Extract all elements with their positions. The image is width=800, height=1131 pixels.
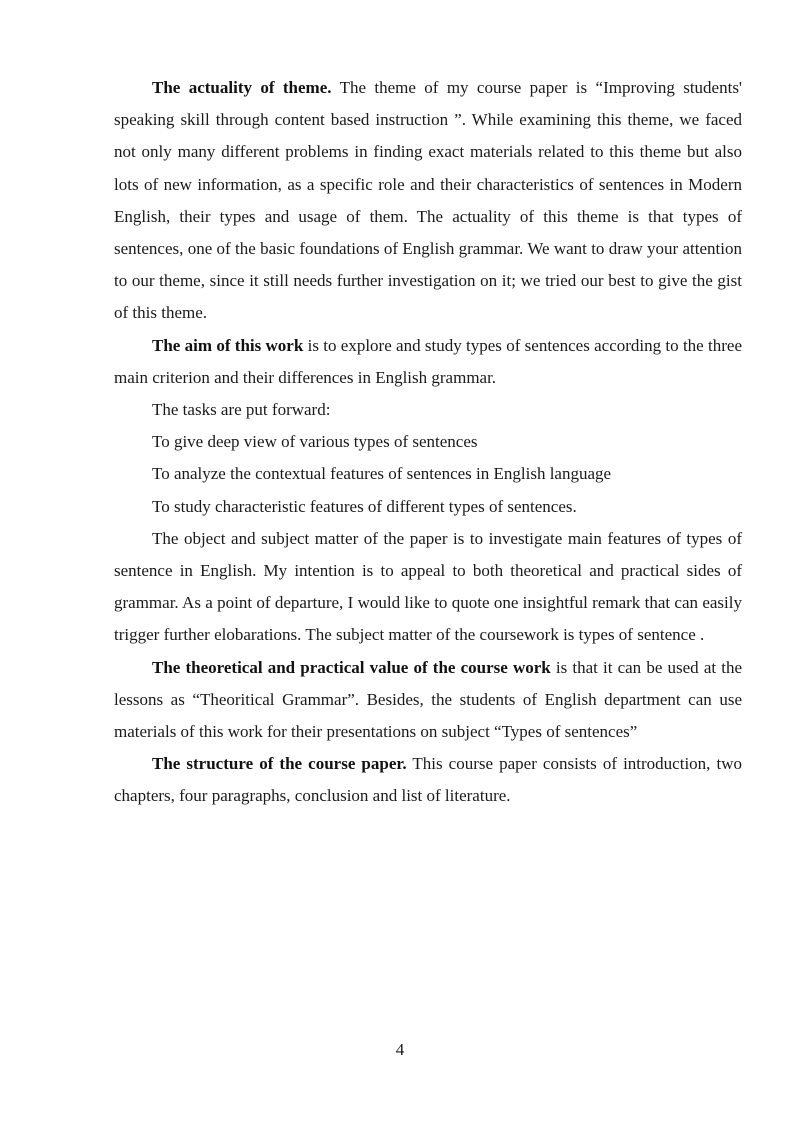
paragraph-structure (114, 748, 742, 812)
paragraph-aim (114, 330, 742, 394)
page-number: 4 (395, 1040, 405, 1059)
task-item-3: To study characteristic features of different types of sentences. (152, 496, 577, 516)
heading-structure: The structure of the course paper. (152, 754, 407, 774)
heading-value: The theoretical and practical value of the course work (152, 657, 551, 677)
task-item-1: To give deep view of various types of sentences (152, 432, 478, 452)
paragraph-object-subject: The object and subject matter of the paper is to investigate main features of types of sentence in English. My intention is to appeal to both theoretical and practical sides of grammar. As a point of departure, I would like to quote one insightful remark that can easily trigger further elobarations. The subject matter of the coursework is types of sentence . (114, 528, 742, 645)
paragraph-value-text: is that it can be used at the lessons as “Theoritical Grammar”. Besides, the students of English department can use materials of this work for their presentations on subject “Types of sentences” (114, 657, 742, 742)
document-body (114, 72, 742, 813)
heading-actuality: The actuality of theme. (152, 78, 332, 97)
paragraph-structure-text: This course paper consists of introduction, two chapters, four paragraphs, conclusion and list of literature. (114, 754, 742, 806)
paragraph-value (114, 652, 742, 749)
tasks-intro: The tasks are put forward: (152, 400, 331, 420)
heading-aim: The aim of this work (152, 335, 304, 355)
paragraph-aim-text: is to explore and study types of sentences according to the three main criterion and their differences in English grammar. (114, 335, 742, 387)
paragraph-actuality (114, 72, 742, 330)
task-item-2: To analyze the contextual features of sentences in English language (152, 464, 612, 484)
paragraph-actuality-text: The theme of my course paper is “Improving students' speaking skill through content based instruction ”. While examining this theme, we faced not only many different problems in finding exact materials related to this theme but also lots of new information, as a specific role and their characteristics of sentences in Modern English, their types and usage of them. The actuality of this theme is that types of sentences, one of the basic foundations of English grammar. We want to draw your attention to our theme, since it still needs further investigation on it; we tried our best to give the gist of this theme. (114, 78, 742, 323)
